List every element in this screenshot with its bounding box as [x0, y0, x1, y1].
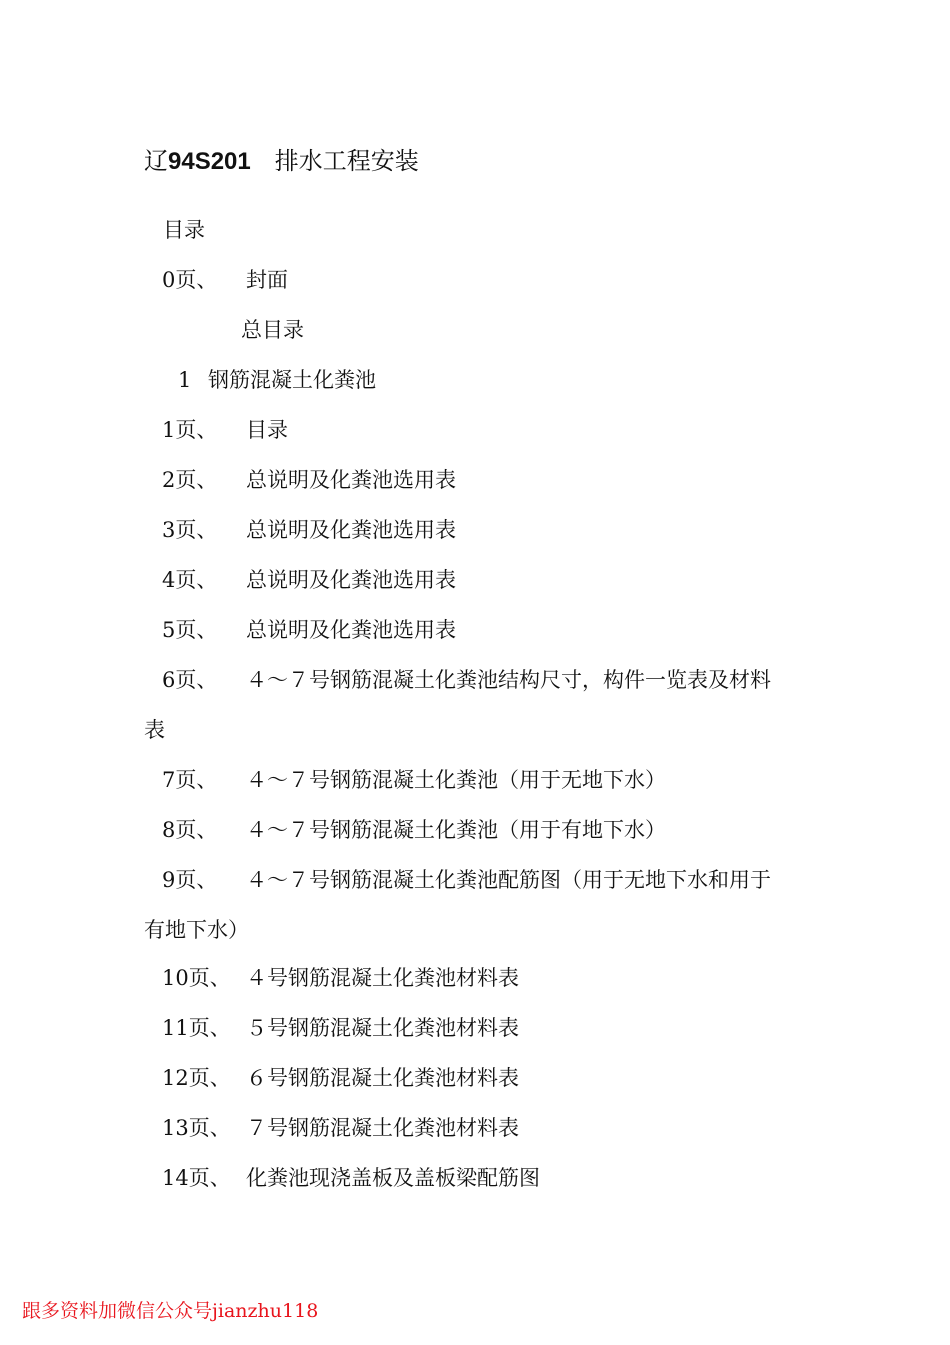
cover-text: 封面: [246, 268, 288, 292]
toc-page-number: 8页、: [162, 818, 218, 842]
toc-entry: [162, 1013, 519, 1043]
toc-entry: [162, 665, 771, 695]
toc-entry: [162, 1113, 519, 1143]
toc-entry: [162, 963, 519, 993]
toc-entry-text: ６号钢筋混凝土化粪池材料表: [246, 1066, 519, 1090]
toc-page-number: 14页、: [162, 1166, 231, 1190]
title-code: 94S201: [168, 148, 251, 175]
section-title: 钢筋混凝土化粪池: [208, 368, 376, 392]
toc-entry: [162, 565, 456, 595]
toc-page-number: 4页、: [162, 568, 218, 592]
toc-page-number: 1页、: [162, 418, 218, 442]
toc-entry-continuation: 表: [144, 718, 165, 742]
footer-watermark-text: 跟多资料加微信公众号jianzhu118: [22, 1300, 319, 1322]
toc-page-number: 2页、: [162, 468, 218, 492]
toc-entry-continuation: 有地下水）: [144, 918, 249, 942]
section-number: 1: [178, 368, 192, 392]
toc-entry: [162, 815, 666, 845]
toc-entry-text: 总说明及化粪池选用表: [246, 468, 456, 492]
toc-entry-text: ４～７号钢筋混凝土化粪池配筋图（用于无地下水和用于: [246, 868, 771, 892]
title-prefix: 辽: [144, 147, 168, 175]
toc-entry-text: 总说明及化粪池选用表: [246, 518, 456, 542]
toc-page-number: 7页、: [162, 768, 218, 792]
toc-page-number: 12页、: [162, 1066, 231, 1090]
page-title: [144, 144, 419, 179]
toc-page-number: 3页、: [162, 518, 218, 542]
toc-page-number: 11页、: [162, 1016, 231, 1040]
toc-entry: [162, 1163, 540, 1193]
toc-entry-text: 目录: [246, 418, 288, 442]
toc-entry-text: ４～７号钢筋混凝土化粪池（用于有地下水）: [246, 818, 666, 842]
cover-entry: [162, 265, 288, 295]
toc-entry-text: 化粪池现浇盖板及盖板梁配筋图: [246, 1166, 540, 1190]
toc-page-number: 5页、: [162, 618, 218, 642]
cover-page-number: 0页、: [162, 268, 218, 292]
toc-entry-text: ４～７号钢筋混凝土化粪池（用于无地下水）: [246, 768, 666, 792]
toc-entry: [162, 465, 456, 495]
toc-heading: 目录: [163, 218, 205, 242]
toc-page-number: 9页、: [162, 868, 218, 892]
toc-entry: [162, 415, 288, 445]
toc-page-number: 13页、: [162, 1116, 231, 1140]
toc-entry: [162, 615, 456, 645]
toc-entry: [162, 1063, 519, 1093]
toc-page-number: 6页、: [162, 668, 218, 692]
toc-entry-text: ４号钢筋混凝土化粪池材料表: [246, 966, 519, 990]
section-heading: [178, 365, 376, 395]
toc-page-number: 10页、: [162, 966, 231, 990]
toc-entry-text: ４～７号钢筋混凝土化粪池结构尺寸，构件一览表及材料: [246, 668, 771, 692]
toc-entry-text: 总说明及化粪池选用表: [246, 618, 456, 642]
toc-entry-text: 总说明及化粪池选用表: [246, 568, 456, 592]
toc-entry-text: ７号钢筋混凝土化粪池材料表: [246, 1116, 519, 1140]
general-toc-label: 总目录: [241, 318, 304, 342]
title-name: 排水工程安装: [274, 147, 419, 175]
toc-entry: [162, 865, 771, 895]
toc-entry-text: ５号钢筋混凝土化粪池材料表: [246, 1016, 519, 1040]
toc-entry: [162, 765, 666, 795]
toc-entry: [162, 515, 456, 545]
